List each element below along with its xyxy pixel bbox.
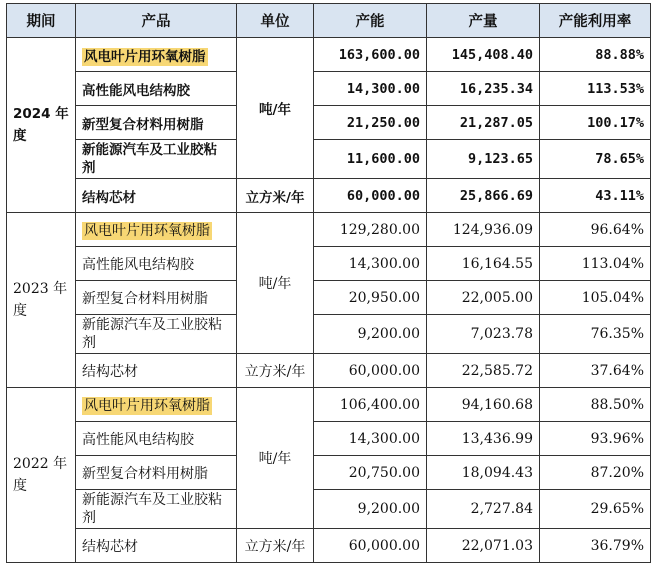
header-unit: 单位	[237, 4, 314, 38]
output-cell: 25,866.69	[427, 179, 540, 213]
utilization-cell: 93.96%	[540, 422, 651, 456]
header-period: 期间	[7, 4, 76, 38]
capacity-table	[6, 3, 651, 563]
capacity-cell: 60,000.00	[314, 529, 427, 563]
capacity-cell: 11,600.00	[314, 140, 427, 179]
table-header-row	[7, 4, 651, 38]
product-cell	[76, 388, 237, 422]
table-row	[7, 315, 651, 354]
period-cell	[7, 213, 76, 388]
table-row	[7, 529, 651, 563]
table-row	[7, 456, 651, 490]
utilization-cell: 113.04%	[540, 247, 651, 281]
product-cell: 新能源汽车及工业胶粘剂	[76, 315, 237, 354]
header-product: 产品	[76, 4, 237, 38]
product-cell: 新型复合材料用树脂	[76, 281, 237, 315]
capacity-cell: 9,200.00	[314, 315, 427, 354]
period-cell	[7, 388, 76, 563]
output-cell: 2,727.84	[427, 490, 540, 529]
period-label: 2023 年度	[13, 281, 68, 319]
table-row	[7, 354, 651, 388]
output-cell: 21,287.05	[427, 106, 540, 140]
output-cell: 16,235.34	[427, 72, 540, 106]
utilization-cell: 113.53%	[540, 72, 651, 106]
utilization-cell: 88.50%	[540, 388, 651, 422]
capacity-cell: 60,000.00	[314, 354, 427, 388]
table-row	[7, 106, 651, 140]
product-cell	[76, 213, 237, 247]
capacity-cell: 14,300.00	[314, 422, 427, 456]
product-label-highlighted: 风电叶片用环氧树脂	[84, 48, 206, 65]
utilization-cell: 78.65%	[540, 140, 651, 179]
table-row	[7, 38, 651, 72]
capacity-cell: 163,600.00	[314, 38, 427, 72]
product-cell: 新能源汽车及工业胶粘剂	[76, 490, 237, 529]
utilization-cell: 100.17%	[540, 106, 651, 140]
table-row	[7, 140, 651, 179]
capacity-cell: 20,750.00	[314, 456, 427, 490]
unit-cell: 吨/年	[237, 38, 314, 179]
product-cell: 结构芯材	[76, 354, 237, 388]
header-utilization: 产能利用率	[540, 4, 651, 38]
output-cell: 124,936.09	[427, 213, 540, 247]
table-row	[7, 422, 651, 456]
table-row	[7, 179, 651, 213]
period-cell	[7, 38, 76, 213]
capacity-cell: 60,000.00	[314, 179, 427, 213]
utilization-cell: 36.79%	[540, 529, 651, 563]
table-row	[7, 490, 651, 529]
output-cell: 145,408.40	[427, 38, 540, 72]
table-row	[7, 213, 651, 247]
product-cell	[76, 38, 237, 72]
product-cell: 新型复合材料用树脂	[76, 456, 237, 490]
output-cell: 18,094.43	[427, 456, 540, 490]
header-output: 产量	[427, 4, 540, 38]
product-cell: 新能源汽车及工业胶粘剂	[76, 140, 237, 179]
table-row	[7, 281, 651, 315]
product-cell: 高性能风电结构胶	[76, 247, 237, 281]
capacity-cell: 20,950.00	[314, 281, 427, 315]
unit-cell: 吨/年	[237, 388, 314, 529]
capacity-cell: 14,300.00	[314, 72, 427, 106]
capacity-cell: 106,400.00	[314, 388, 427, 422]
output-cell: 9,123.65	[427, 140, 540, 179]
capacity-cell: 129,280.00	[314, 213, 427, 247]
capacity-table-container	[6, 3, 651, 563]
period-label: 2022 年度	[13, 456, 68, 494]
table-row	[7, 72, 651, 106]
utilization-cell: 88.88%	[540, 38, 651, 72]
product-cell: 高性能风电结构胶	[76, 72, 237, 106]
utilization-cell: 87.20%	[540, 456, 651, 490]
utilization-cell: 43.11%	[540, 179, 651, 213]
product-label-highlighted: 风电叶片用环氧树脂	[84, 222, 210, 239]
product-cell: 结构芯材	[76, 179, 237, 213]
table-row	[7, 388, 651, 422]
product-cell: 高性能风电结构胶	[76, 422, 237, 456]
utilization-cell: 105.04%	[540, 281, 651, 315]
unit-cell: 立方米/年	[237, 529, 314, 563]
unit-cell: 立方米/年	[237, 354, 314, 388]
product-cell: 新型复合材料用树脂	[76, 106, 237, 140]
product-cell: 结构芯材	[76, 529, 237, 563]
utilization-cell: 96.64%	[540, 213, 651, 247]
utilization-cell: 29.65%	[540, 490, 651, 529]
output-cell: 7,023.78	[427, 315, 540, 354]
unit-cell: 立方米/年	[237, 179, 314, 213]
output-cell: 22,585.72	[427, 354, 540, 388]
output-cell: 16,164.55	[427, 247, 540, 281]
output-cell: 94,160.68	[427, 388, 540, 422]
header-capacity: 产能	[314, 4, 427, 38]
capacity-cell: 9,200.00	[314, 490, 427, 529]
table-row	[7, 247, 651, 281]
output-cell: 22,005.00	[427, 281, 540, 315]
capacity-cell: 14,300.00	[314, 247, 427, 281]
unit-cell: 吨/年	[237, 213, 314, 354]
utilization-cell: 76.35%	[540, 315, 651, 354]
product-label-highlighted: 风电叶片用环氧树脂	[84, 397, 210, 414]
output-cell: 13,436.99	[427, 422, 540, 456]
capacity-cell: 21,250.00	[314, 106, 427, 140]
utilization-cell: 37.64%	[540, 354, 651, 388]
period-label: 2024 年度	[13, 106, 69, 144]
output-cell: 22,071.03	[427, 529, 540, 563]
